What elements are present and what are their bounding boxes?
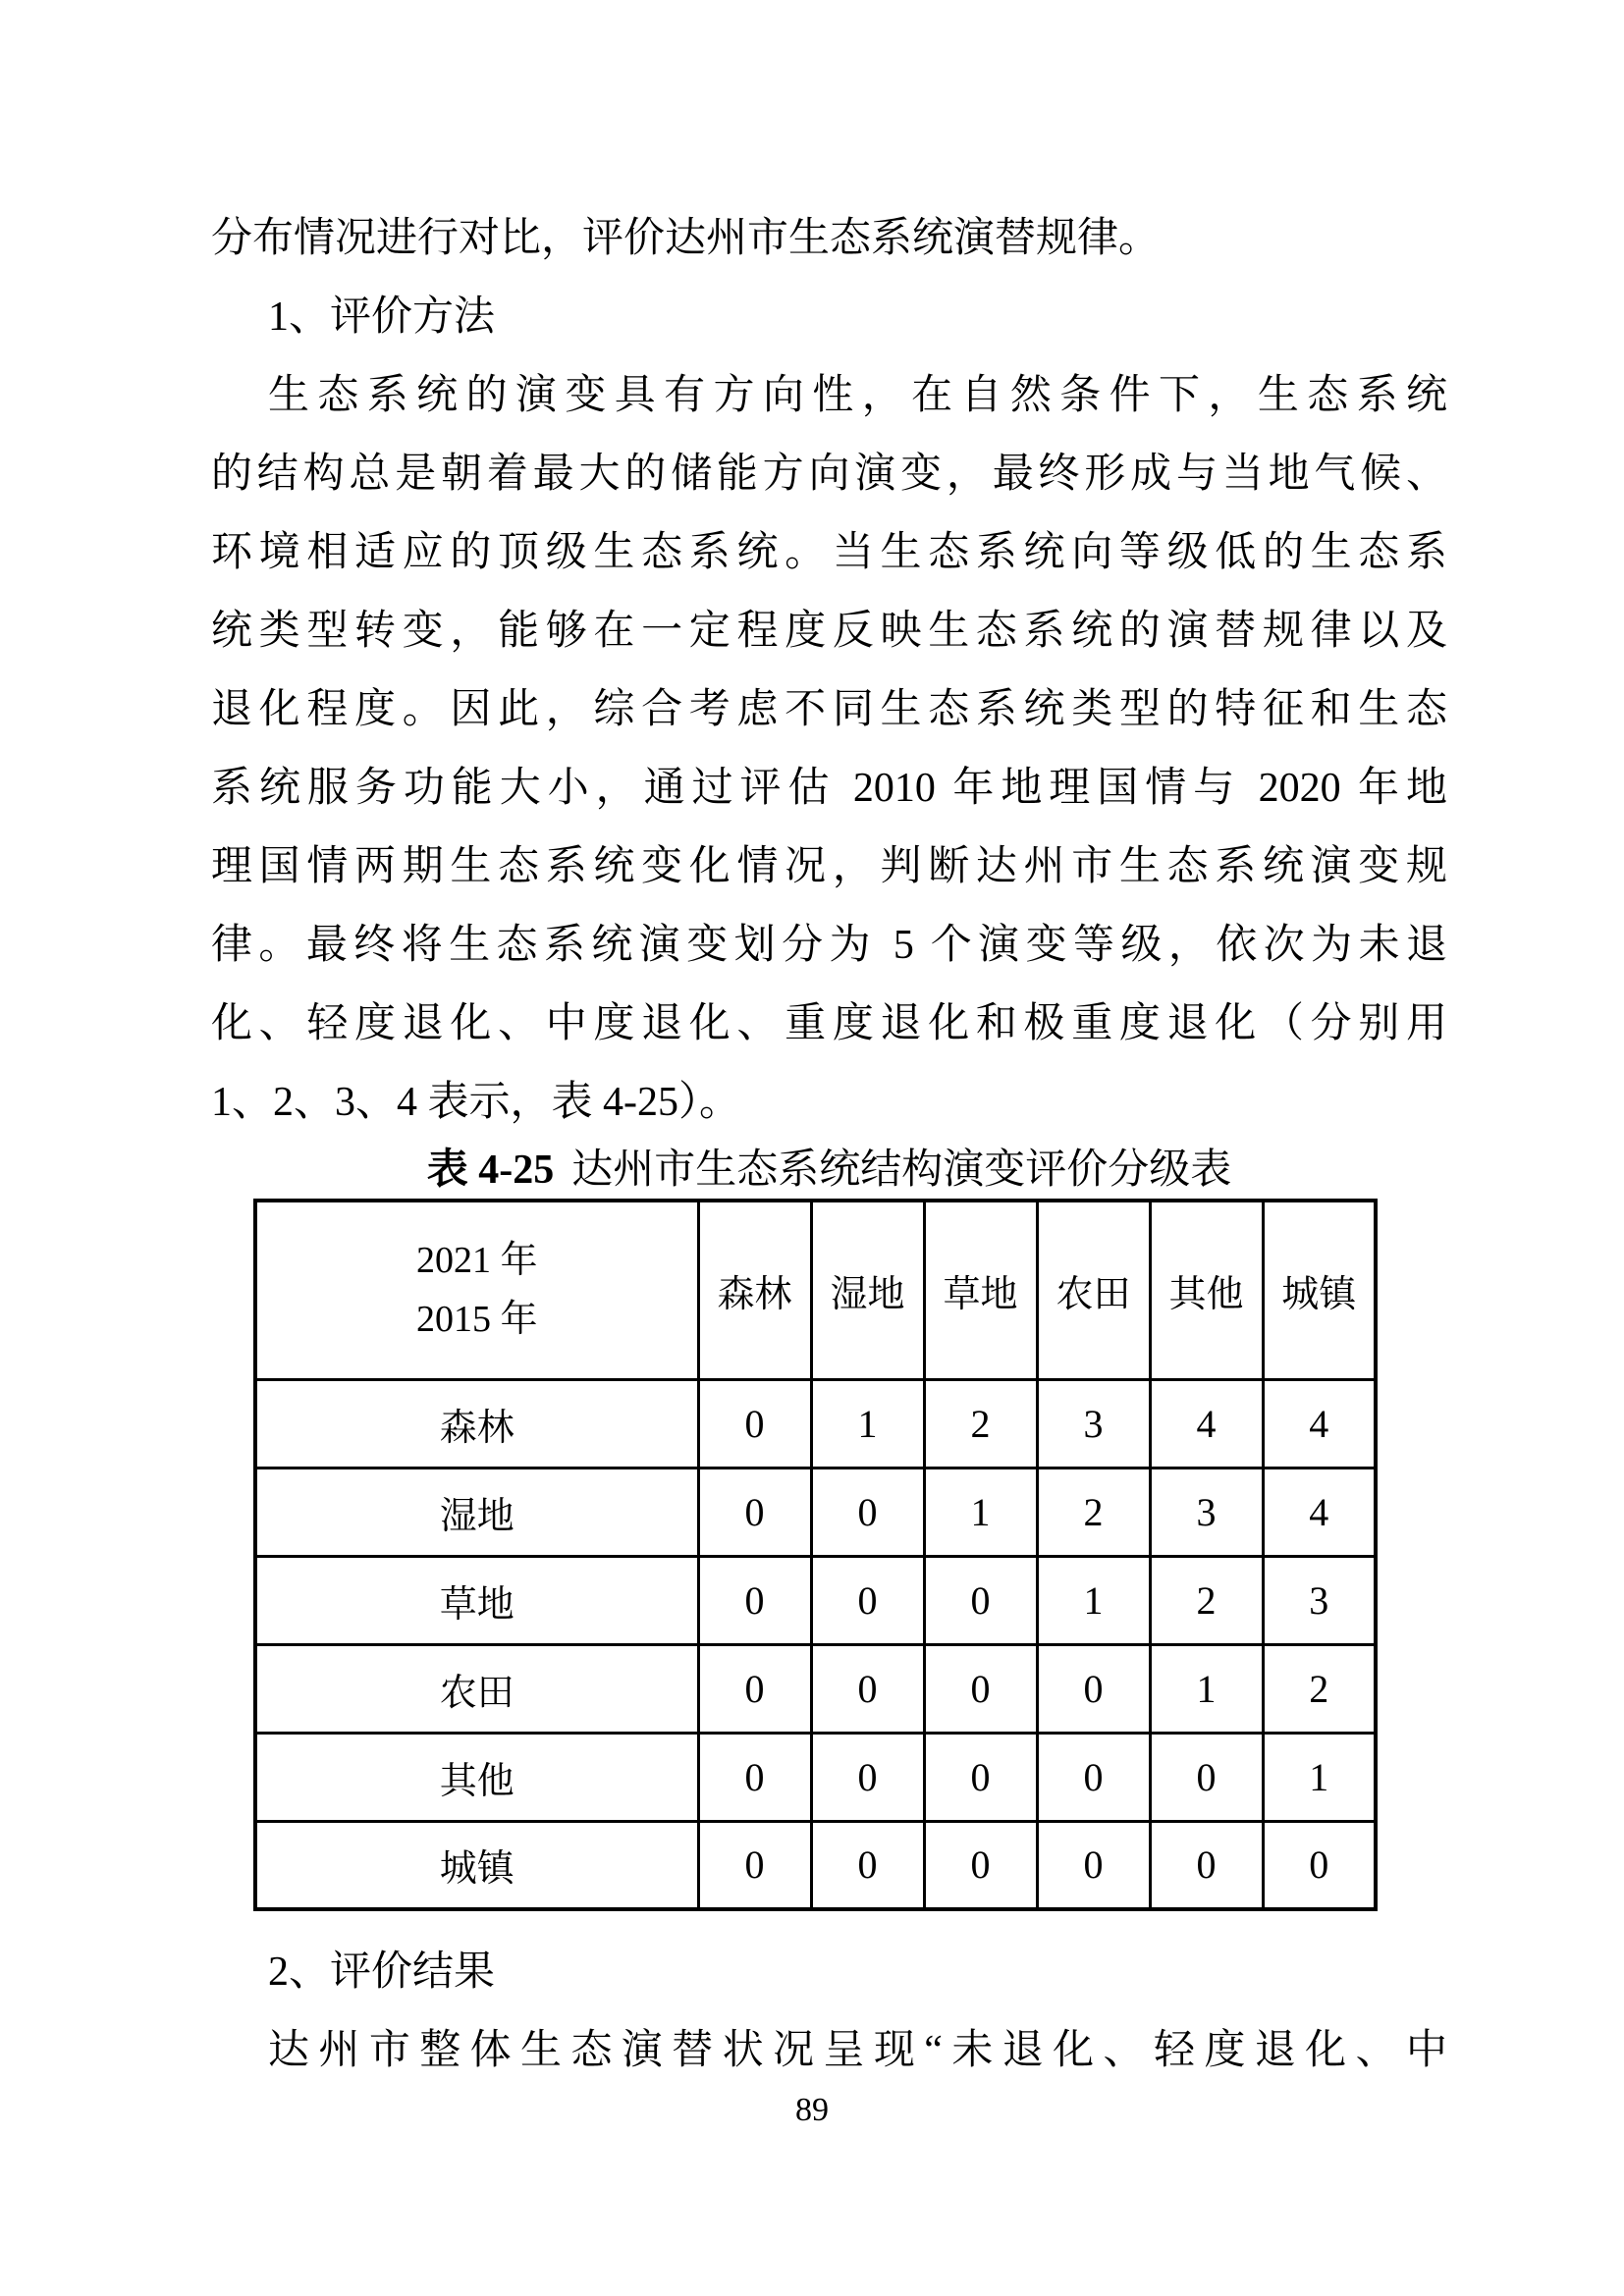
paragraph-continuation-line: 分布情况进行对比，评价达州市生态系统演替规律。: [211, 216, 1161, 261]
grade-value-cell: 0: [1150, 1733, 1263, 1821]
grade-value-cell: 3: [1037, 1379, 1150, 1468]
method-paragraph-line: 1、2、3、4 表示，表 4-25）。: [211, 1080, 740, 1125]
table-row: [255, 1468, 1376, 1556]
grade-value-cell: 0: [1037, 1644, 1150, 1733]
grade-value-cell: 0: [698, 1733, 811, 1821]
row-label: 城镇: [255, 1821, 698, 1909]
table-caption-number: 表 4-25: [426, 1148, 555, 1193]
table-row: [255, 1733, 1376, 1821]
row-label: 其他: [255, 1733, 698, 1821]
table-row: [255, 1379, 1376, 1468]
grade-value-cell: 0: [698, 1468, 811, 1556]
result-paragraph-line: 达州市整体生态演替状况呈现“未退化、轻度退化、中: [268, 2028, 1447, 2073]
row-label: 草地: [255, 1556, 698, 1644]
table-row: [255, 1821, 1376, 1909]
table-caption-title: 达州市生态系统结构演变评价分级表: [571, 1148, 1232, 1193]
table-caption: [211, 1142, 1447, 1199]
type-column-header: 其他: [1150, 1201, 1263, 1379]
grade-value-cell: 0: [698, 1379, 811, 1468]
corner-year-2015-label: 2015 年: [415, 1299, 538, 1341]
succession-grading-table: [253, 1199, 1378, 1911]
grade-value-cell: 0: [811, 1733, 924, 1821]
heading-evaluation-result: 2、评价结果: [268, 1949, 496, 1995]
type-column-header: 草地: [924, 1201, 1037, 1379]
grade-value-cell: 0: [811, 1821, 924, 1909]
heading-evaluation-method: 1、评价方法: [268, 294, 496, 340]
type-column-header: 湿地: [811, 1201, 924, 1379]
grade-value-cell: 0: [698, 1644, 811, 1733]
grade-value-cell: 0: [1037, 1733, 1150, 1821]
grade-value-cell: 0: [924, 1556, 1037, 1644]
grade-value-cell: 2: [1263, 1644, 1376, 1733]
method-paragraph-line: 理国情两期生态系统变化情况，判断达州市生态系统演变规: [211, 844, 1447, 889]
grade-value-cell: 2: [1150, 1556, 1263, 1644]
grade-value-cell: 1: [924, 1468, 1037, 1556]
grade-value-cell: 1: [1263, 1733, 1376, 1821]
row-label: 森林: [255, 1379, 698, 1468]
grade-value-cell: 0: [811, 1556, 924, 1644]
method-paragraph-line: 的结构总是朝着最大的储能方向演变，最终形成与当地气候、: [211, 452, 1447, 497]
grade-value-cell: 0: [698, 1821, 811, 1909]
table-header-row: [255, 1201, 1376, 1379]
grade-value-cell: 1: [1150, 1644, 1263, 1733]
page-number: 89: [795, 2092, 829, 2128]
type-column-header: 森林: [698, 1201, 811, 1379]
page-content: [211, 199, 1447, 2090]
grade-value-cell: 0: [1037, 1821, 1150, 1909]
corner-year-2021-label: 2021 年: [415, 1240, 538, 1282]
type-column-header: 农田: [1037, 1201, 1150, 1379]
grade-value-cell: 0: [1150, 1821, 1263, 1909]
method-paragraph-line: 环境相适应的顶级生态系统。当生态系统向等级低的生态系: [211, 530, 1447, 575]
row-label: 湿地: [255, 1468, 698, 1556]
grade-value-cell: 0: [811, 1468, 924, 1556]
table-body: [255, 1379, 1376, 1909]
grade-value-cell: 4: [1150, 1379, 1263, 1468]
grade-value-cell: 0: [924, 1644, 1037, 1733]
grade-value-cell: 1: [811, 1379, 924, 1468]
table-row: [255, 1644, 1376, 1733]
row-label: 农田: [255, 1644, 698, 1733]
grade-value-cell: 3: [1263, 1556, 1376, 1644]
method-paragraph: [211, 356, 1447, 1142]
grade-value-cell: 0: [698, 1556, 811, 1644]
grade-value-cell: 2: [924, 1379, 1037, 1468]
grade-value-cell: 3: [1150, 1468, 1263, 1556]
method-paragraph-line: 系统服务功能大小，通过评估 2010 年地理国情与 2020 年地: [211, 766, 1447, 811]
grade-value-cell: 0: [1263, 1821, 1376, 1909]
grade-value-cell: 2: [1037, 1468, 1150, 1556]
grade-value-cell: 0: [811, 1644, 924, 1733]
method-paragraph-line: 退化程度。因此，综合考虑不同生态系统类型的特征和生态: [211, 687, 1447, 732]
type-column-header: 城镇: [1263, 1201, 1376, 1379]
method-paragraph-line: 律。最终将生态系统演变划分为 5 个演变等级，依次为未退: [211, 923, 1447, 968]
table-row: [255, 1556, 1376, 1644]
grade-value-cell: 0: [924, 1821, 1037, 1909]
grade-value-cell: 0: [924, 1733, 1037, 1821]
method-paragraph-line: 生态系统的演变具有方向性，在自然条件下，生态系统: [268, 373, 1447, 418]
grade-value-cell: 4: [1263, 1468, 1376, 1556]
corner-header-cell: [255, 1201, 698, 1379]
grade-value-cell: 4: [1263, 1379, 1376, 1468]
grade-value-cell: 1: [1037, 1556, 1150, 1644]
method-paragraph-line: 化、轻度退化、中度退化、重度退化和极重度退化（分别用: [211, 1001, 1447, 1046]
method-paragraph-line: 统类型转变，能够在一定程度反映生态系统的演替规律以及: [211, 609, 1447, 654]
